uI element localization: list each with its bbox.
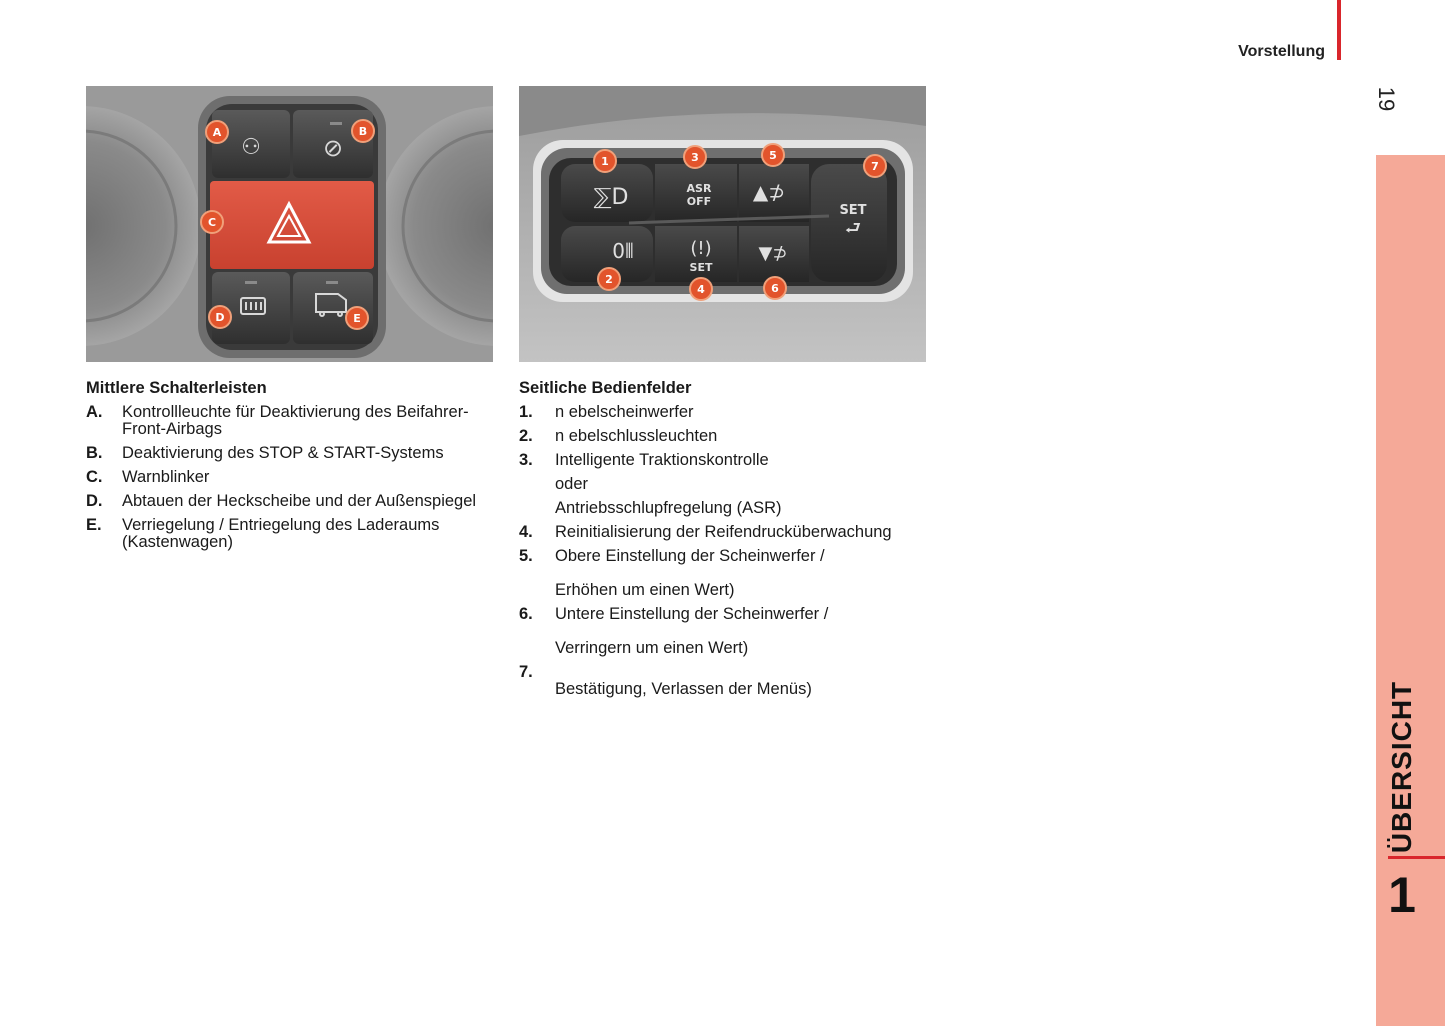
front-fog-icon: ⅀D: [593, 185, 629, 210]
marker-1: [594, 150, 616, 172]
marker-a: [206, 121, 228, 143]
svg-text:5: 5: [769, 149, 777, 162]
center-switch-legend: [86, 380, 506, 558]
chapter-tab-label: ÜBERSICHT: [1386, 680, 1417, 854]
center-switch-panel-photo: [86, 86, 493, 362]
side-control-panel-photo: [519, 86, 926, 362]
chapter-number: 1: [1388, 867, 1416, 923]
legend-item: 6. Untere Einstellung der Scheinwerfer /: [519, 605, 829, 623]
return-arrow-icon: ⮐: [844, 218, 862, 239]
chapter-tab-divider: [1388, 856, 1445, 859]
airbag-off-icon: ⚇: [241, 135, 261, 160]
header-accent-line: [1337, 0, 1341, 60]
legend-item: C. Warnblinker: [86, 468, 210, 486]
tpms-set-label: SET: [689, 261, 713, 274]
legend-item: 4. Reinitialisierung der Reifendrucküberwachung: [519, 523, 892, 541]
svg-text:4: 4: [697, 283, 705, 296]
marker-7: [864, 155, 886, 177]
legend-item-continuation: oder: [555, 475, 589, 493]
set-label: SET: [839, 203, 867, 218]
svg-text:2: 2: [605, 273, 613, 286]
legend-item: A. Kontrollleuchte für Deaktivierung des Beifahrer- Front-Airbags: [86, 403, 469, 438]
marker-3: [684, 146, 706, 168]
legend-item-continuation: Bestätigung, Verlassen der Menüs): [555, 680, 812, 698]
off-label: OFF: [686, 195, 712, 208]
legend-item: D. Abtauen der Heckscheibe und der Außenspiegel: [86, 492, 477, 510]
legend-item: 5. Obere Einstellung der Scheinwerfer /: [519, 547, 825, 565]
legend-item-continuation: Antriebsschlupfregelung (ASR): [555, 499, 782, 517]
marker-e: [346, 307, 368, 329]
legend-title: Seitliche Bedienfelder: [519, 379, 692, 397]
marker-c: [201, 211, 223, 233]
legend-item-continuation: Erhöhen um einen Wert): [555, 581, 735, 599]
marker-5: [762, 144, 784, 166]
asr-label: ASR: [686, 182, 712, 195]
legend-title: Mittlere Schalterleisten: [86, 379, 267, 397]
svg-text:6: 6: [771, 282, 779, 295]
legend-item: 1. n ebelscheinwerfer: [519, 403, 694, 421]
marker-2: [598, 268, 620, 290]
headlamp-up-icon: ▲⊅: [752, 180, 786, 204]
marker-d: [209, 306, 231, 328]
marker-b: [352, 120, 374, 142]
legend-item: 2. n ebelschlussleuchten: [519, 427, 718, 445]
side-panel-legend: [519, 380, 939, 705]
svg-text:C: C: [207, 216, 217, 229]
section-title: Vorstellung: [1238, 43, 1325, 60]
rear-fog-icon: 0⦀: [612, 239, 634, 263]
tpms-icon: (!): [690, 238, 712, 259]
svg-text:D: D: [215, 311, 225, 324]
legend-item: E. Verriegelung / Entriegelung des Laderaums (Kastenwagen): [86, 516, 440, 551]
svg-text:7: 7: [871, 160, 879, 173]
svg-text:E: E: [353, 312, 361, 325]
marker-4: [690, 278, 712, 300]
hazard-button[interactable]: [207, 181, 374, 269]
marker-6: [764, 277, 786, 299]
svg-text:B: B: [358, 125, 368, 138]
legend-item-continuation: Verringern um einen Wert): [555, 639, 749, 657]
page-number: 19: [1374, 86, 1399, 112]
svg-text:1: 1: [601, 155, 609, 168]
stop-start-icon: ⊘: [322, 134, 344, 162]
legend-item: 7.: [519, 663, 533, 681]
svg-text:A: A: [212, 126, 222, 139]
svg-text:3: 3: [691, 151, 699, 164]
legend-item: B. Deaktivierung des STOP & START-Systems: [86, 444, 444, 462]
legend-item: 3. Intelligente Traktionskontrolle: [519, 451, 769, 469]
headlamp-down-icon: ▼⊅: [758, 243, 788, 264]
